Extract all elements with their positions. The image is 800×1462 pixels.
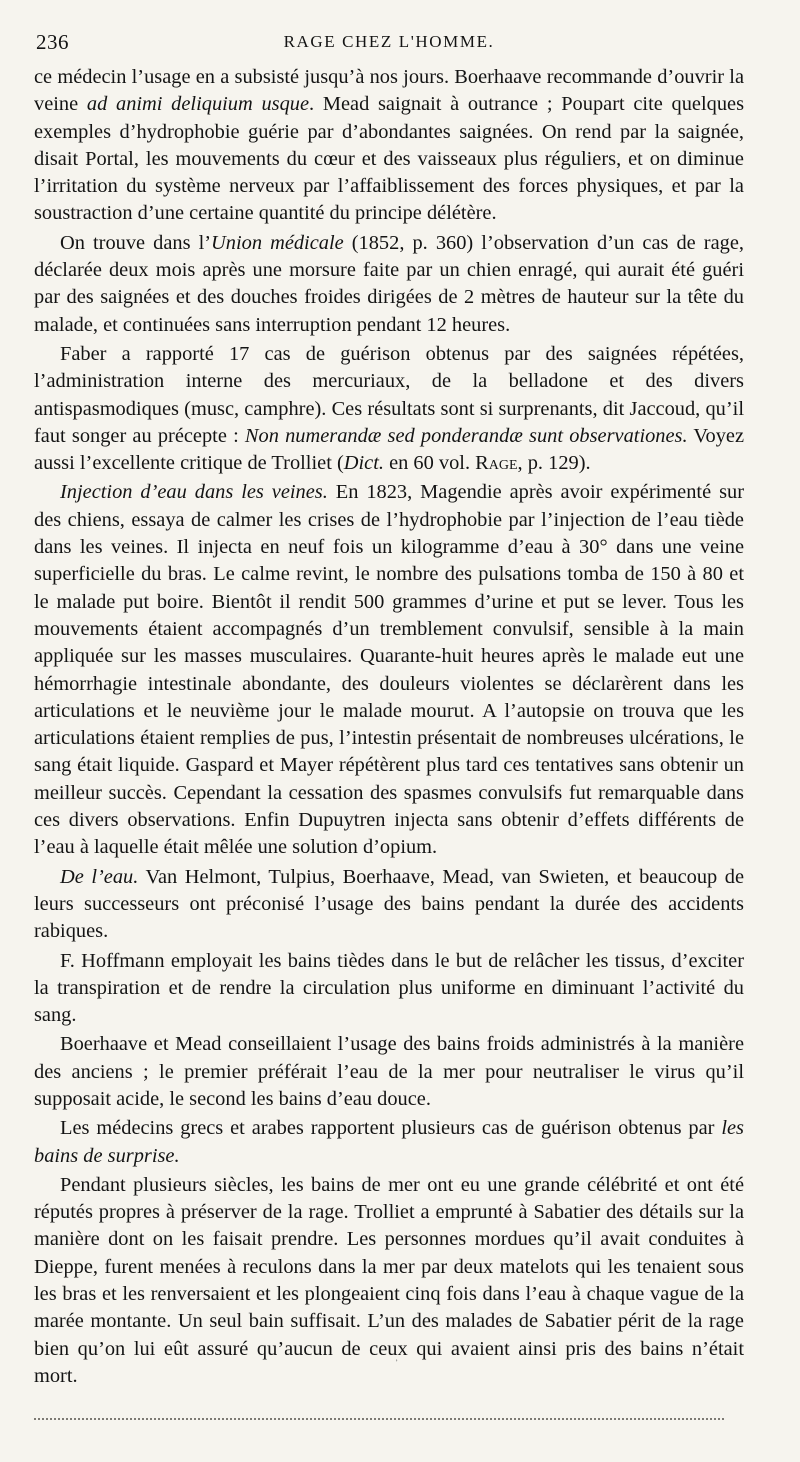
text-run: Van Helmont, Tulpius, Boerhaave, Mead, van Swieten, et beaucoup de leurs successeurs ont préconisé l’usage des bains pendant la durée des accidents rabiques. (34, 865, 744, 943)
text-run: Voyez aussi l’excellente critique de Trolliet ( (34, 424, 744, 475)
footer-dotted-rule (34, 1418, 724, 1420)
paragraph (34, 341, 744, 477)
text-run: Les médecins grecs et arabes rapportent plusieurs cas de guérison obtenus par (60, 1117, 722, 1140)
paragraph (34, 479, 744, 861)
text-run: ce médecin l’usage en a subsisté jusqu’à nos jours. Boerhaave recommande d’ouvrir la veine (34, 66, 744, 116)
italic-phrase: Non numerandæ sed ponderandæ sunt observationes. (244, 424, 688, 447)
italic-phrase: Injection d’eau dans les veines. (60, 481, 328, 504)
small-caps-word: Rage (475, 452, 518, 475)
page-header (36, 30, 742, 58)
italic-phrase: Union médicale (211, 231, 344, 254)
italic-phrase: ad animi deliquium usque (86, 93, 310, 116)
paragraph (34, 1115, 744, 1170)
paragraph (34, 1031, 744, 1113)
paragraph (34, 230, 744, 339)
running-title: RAGE CHEZ L'HOMME. (283, 32, 495, 51)
paragraph (34, 948, 744, 1030)
text-run: Faber a rapporté 17 cas de guérison obtenus par des saignées répétées, l’administration interne des mercuriaux, de la belladone et des divers antispasmodiques (musc, camphre). Ces résultats sont si surprenants, dit Jaccoud, qu’il faut songer au précepte : (34, 342, 744, 447)
text-run: . Mead saignait à outrance ; Poupart cite quelques exemples d’hydrophobie guérie par d’abondantes saignées. On rend par la saignée, disait Portal, les mouvements du cœur et des vaisseaux plus réguliers, et on diminue l’irritation du système nerveux par l’affaiblissement des forces physiques, et par la soustraction d’une certaine quantité du principe délétère. (34, 93, 745, 225)
text-run: , p. 129). (517, 452, 591, 475)
italic-phrase: les bains de surprise. (34, 1117, 744, 1167)
text-run: Pendant plusieurs siècles, les bains de mer ont eu une grande célébrité et ont été réputés propres à préserver de la rage. Trolliet a emprunté à Sabatier des détails sur la manière dont on les faisait prendre. Les personnes mordues qu’il avait conduites à Dieppe, furent menées à reculons dans la mer par deux matelots qui les tenaient sous les bras et les renversaient et les plongeaient cinq fois dans l’eau à chaque vague de la marée montante. Un seul bain suffisait. L’un des malades de Sabatier périt de la rage bien qu’on lui eût assuré qu’aucun de ceux qui avaient ainsi pris des bains n’était mort. (34, 1173, 744, 1387)
paragraph (34, 864, 744, 946)
text-run: En 1823, Magendie après avoir expérimenté sur des chiens, essaya de calmer les crises de l’hydrophobie par l’injection de l’eau tiède dans les veines. Il injecta en neuf fois un kilogramme d’eau à 30° dans une veine superficielle du bras. Le calme revint, le nombre des pulsations tomba de 150 à 80 et le malade put boire. Bientôt il rendit 500 grammes d’urine et put se lever. Tous les mouvements étaient accompagnés d’un tremblement convulsif, sensible à la main appliquée sur les masses musculaires. Quarante-huit heures après le malade eut une hémorrhagie intestinale abondante, des douleurs violentes se déclarèrent dans les articulations et le neuvième jour le malade mourut. A l’autopsie on trouva que les articulations étaient remplies de pus, l’intestin présentait de nombreuses ulcérations, le sang était liquide. Gaspard et Mayer répétèrent plus tard ces tentatives sans obtenir un meilleur succès. Cependant la cessation des spasmes convulsifs fut remarquable dans ces divers observations. Enfin Dupuytren injecta sans obtenir d’effets différents de l’eau à laquelle était mêlée une solution d’opium. (34, 481, 744, 859)
paragraph (34, 1172, 744, 1390)
page-number: 236 (36, 30, 69, 54)
body-text (34, 64, 744, 1390)
text-run: F. Hoffmann employait les bains tièdes dans le but de relâcher les tissus, d’exciter la transpiration et de rendre la circulation plus uniforme en diminuant l’activité du sang. (34, 949, 744, 1027)
text-run: (1852, p. 360) l’observation d’un cas de rage, déclarée deux mois après une morsure faite par un chien enragé, qui aurait été guéri par des saignées et des douches froides dirigées de 2 mètres de hauteur sur la tête du malade, et continuées sans interruption pendant 12 heures. (34, 231, 744, 336)
italic-phrase: De l’eau. (60, 865, 139, 888)
italic-phrase: Dict. (343, 452, 384, 475)
text-run: en 60 vol. (383, 452, 476, 475)
paragraph (34, 64, 744, 228)
text-run: On trouve dans l’ (60, 231, 212, 254)
text-run: Boerhaave et Mead conseillaient l’usage des bains froids administrés à la manière des anciens ; le premier préférait l’eau de la mer pour neutraliser le virus qu’il supposait acide, le second les bains d’eau douce. (34, 1033, 744, 1110)
